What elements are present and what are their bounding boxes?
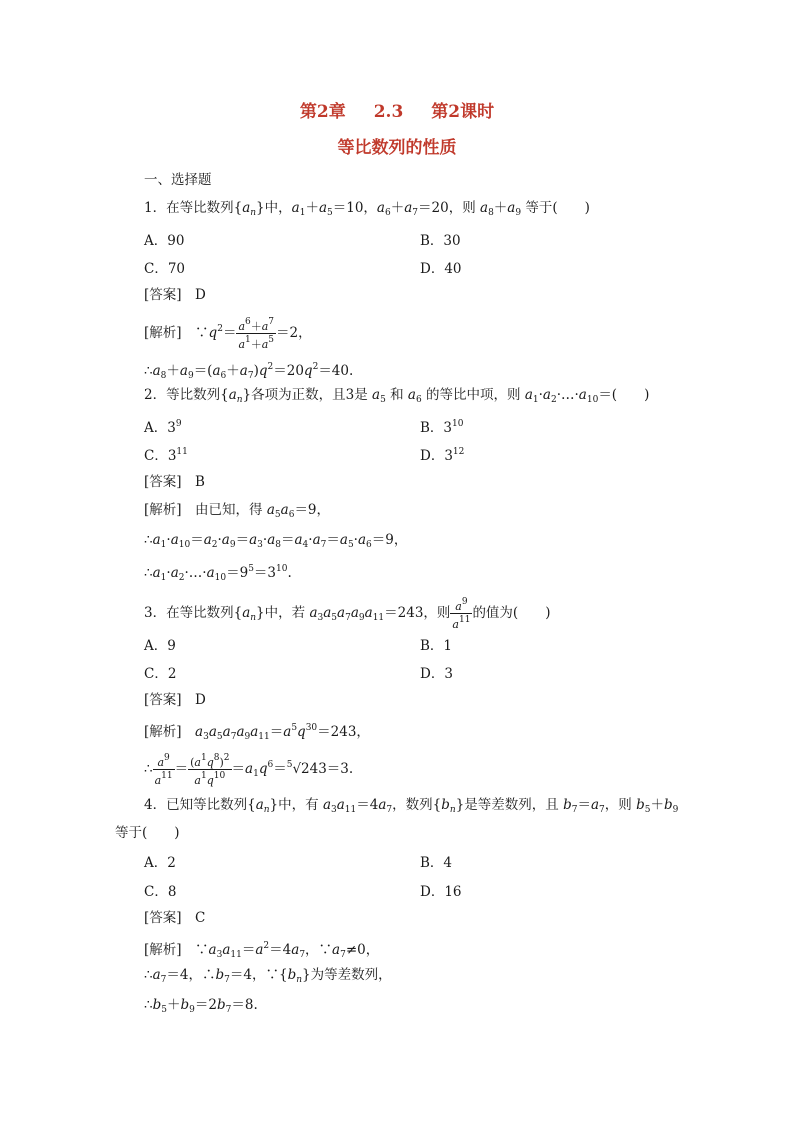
q4-analysis-conclusion: $\therefore b_5+b_9=2b_7=8$. [144, 997, 258, 1015]
q4-option-d: D．16 [420, 884, 462, 900]
q3-option-a: A．9 [144, 638, 176, 654]
q3-answer: [答案] D [144, 692, 206, 708]
question-4-stem: 4．已知等比数列$\{a_n\}$中，有 $a_3a_{11}=4a_7$，数列$\{b_n\}$是等差数列，且 $b_7=a_7$，则 $b_5+b_9$ [144, 797, 679, 815]
q1-analysis-conclusion: $\therefore a_8+a_9=(a_6+a_7)q^2=20q^2=40$. [144, 362, 354, 381]
q4-option-a: A．2 [144, 855, 176, 871]
chapter-header [0, 97, 794, 122]
q3-option-d: D．3 [420, 666, 453, 682]
q3-analysis: [解析] $a_3a_5a_7a_9a_{11}=a^5q^{30}=243$， [144, 723, 370, 742]
q2-analysis-step: $\therefore a_1\cdot a_{10}=a_2\cdot a_9=a_3\cdot a_8=a_4\cdot a_7=a_5\cdot a_6=9$， [144, 532, 408, 550]
q4-option-b: B．4 [420, 855, 453, 871]
q3-analysis-conclusion: ∴ $\frac{a^9}{a^{11}}$ ＝ $\frac{(a^1q^8)^2}{a^1q^{10}}$ $=a_1q^6=^5√243=3$. [144, 753, 354, 787]
q3-option-b: B．1 [420, 638, 453, 654]
q3-option-c: C．2 [144, 666, 177, 682]
page-subtitle: 等比数列的性质 [337, 138, 457, 158]
q4-analysis-step: $\therefore a_7=4$，$\therefore b_7=4$，$\because\{b_n\}$为等差数列， [144, 967, 392, 985]
q1-option-a: A．90 [144, 233, 185, 249]
q2-answer: [答案] B [144, 474, 205, 490]
q2-option-a: A．$3^9$ [144, 419, 182, 436]
q2-option-b: B．$3^{10}$ [420, 419, 464, 436]
lesson-label: 第2课时 [431, 102, 495, 122]
question-2-stem: 2．等比数列$\{a_n\}$各项为正数，且3是 $a_5$ 和 $a_6$ 的等比中项，则 $a_1\cdot a_2\cdot\dots\cdot a_{10}=$( ) [144, 387, 650, 405]
q1-analysis: [解析] $\because q^2=$ $\frac{a^6+a^7}{a^1+a^5}$ ＝2， [144, 317, 312, 351]
chapter-label: 第2章 [299, 102, 346, 122]
question-4-stem-wrap: 等于( ) [115, 825, 180, 841]
question-3-stem: 3．在等比数列$\{a_n\}$中，若 $a_3a_5a_7a_9a_{11}=243$，则 $\frac{a^9}{a^{11}}$ 的值为( ) [144, 597, 551, 631]
section-heading: 一、选择题 [144, 172, 212, 188]
q1-option-d: D．40 [420, 261, 462, 277]
question-1-stem: 1．在等比数列$\{a_n\}$中，$a_1+a_5=10$，$a_6+a_7=20$，则 $a_8+a_9$ 等于( ) [144, 200, 590, 218]
q4-option-c: C．8 [144, 884, 177, 900]
q2-option-c: C．$3^{11}$ [144, 447, 188, 464]
q4-analysis: [解析] $\because a_3a_{11}=a^2=4a_7$，$\because a_7\ne 0$， [144, 941, 380, 960]
q1-answer: [答案] D [144, 287, 206, 303]
section-number: 2.3 [373, 102, 404, 122]
q2-analysis: [解析] 由已知，得 $a_5a_6=9$， [144, 502, 331, 520]
q1-option-b: B．30 [420, 233, 461, 249]
q2-option-d: D．$3^{12}$ [420, 447, 465, 464]
q2-analysis-conclusion: $\therefore a_1\cdot a_2\cdot\dots\cdot a_{10}=9^5=3^{10}$. [144, 564, 292, 583]
q4-answer: [答案] C [144, 910, 206, 926]
q1-option-c: C．70 [144, 261, 186, 277]
